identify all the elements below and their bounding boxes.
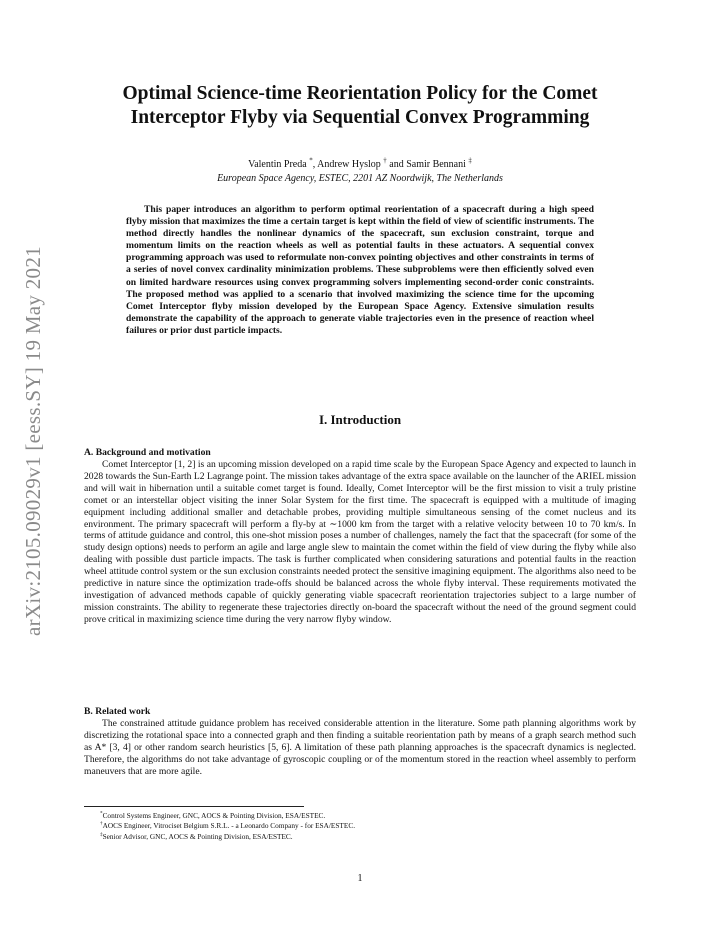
footnote-3-text: Senior Advisor, GNC, AOCS & Pointing Division, ESA/ESTEC. bbox=[102, 831, 293, 841]
footnote-3-mark: ‡ bbox=[100, 831, 103, 838]
page-number: 1 bbox=[357, 873, 363, 884]
affiliation: European Space Agency, ESTEC, 2201 AZ Noordwijk, The Netherlands bbox=[217, 173, 503, 184]
footnote-1-text: Control Systems Engineer, GNC, AOCS & Pointing Division, ESA/ESTEC. bbox=[102, 811, 326, 820]
abstract: This paper introduces an algorithm to perform optimal reorientation of a spacecraft during a high speed flyby mission that maximizes the time a certain target is kept within the field of view of scientific instruments. The method directly handles the nonlinear dynamics of the spacecraft, sun exclusion constraint, torque and momentum limits on the reaction wheels as well as potential faults in these actuators. A sequential convex programming approach was used to reformulate non-convex pointing objectives and other constraints in terms of a series of novel convex cardinality minimization problems. These subproblems were then efficiently solved even on limited hardware resources using convex programming solvers implementing second-order conic constraints. The proposed method was applied to a scenario that involved maximizing the science time for the upcoming Comet Interceptor flyby mission developed by the European Space Agency. Extensive simulation results demonstrate the capability of the approach to generate viable trajectories even in the presence of reaction wheel failures or prior dust particle impacts. bbox=[126, 204, 594, 336]
footnote-1-mark: * bbox=[100, 810, 103, 817]
footnote-3 bbox=[100, 832, 620, 842]
author-mark-1: * bbox=[309, 156, 313, 165]
author-mark-2: † bbox=[383, 156, 387, 165]
footnote-2-text: AOCS Engineer, Vitrociset Belgium S.R.L. - a Leonardo Company - for ESA/ESTEC. bbox=[102, 821, 356, 831]
footnote-1 bbox=[100, 811, 620, 821]
author-mark-3: ‡ bbox=[468, 156, 472, 165]
paragraph-related-work: The constrained attitude guidance problem has received considerable attention in the literature. Some path planning algorithms work by discretizing the rotational space into a connected graph and then finding a suitable reorientation path by means of a graph search method such as A* [3, 4] or other random search heuristics [5, 6]. A limitation of these path planning approaches is the spacecraft dynamics is neglected. Therefore, the algorithms do not take advantage of gyroscopic coupling or of the momentum stored in the reaction wheel assembly to perform maneuvers that are more agile. bbox=[84, 718, 636, 777]
footnote-separator bbox=[84, 806, 304, 807]
section-heading-introduction: I. Introduction bbox=[318, 412, 402, 427]
footnote-2-mark: † bbox=[100, 820, 103, 827]
paper-title bbox=[84, 82, 636, 130]
author-hyslop: , Andrew Hyslop bbox=[312, 159, 384, 170]
paper-title-line-1: Optimal Science-time Reorientation Policy for the Comet bbox=[122, 83, 598, 104]
footnotes bbox=[100, 811, 620, 842]
author-bennani: and Samir Bennani bbox=[386, 159, 469, 170]
subsection-heading-background: A. Background and motivation bbox=[84, 447, 211, 458]
subsection-heading-related-work: B. Related work bbox=[84, 706, 151, 717]
footnote-2 bbox=[100, 821, 620, 831]
author-preda: Valentin Preda bbox=[248, 159, 310, 170]
author-list bbox=[84, 158, 636, 171]
paper-title-line-2: Interceptor Flyby via Sequential Convex Programming bbox=[130, 107, 590, 128]
arxiv-identifier-stamp: arXiv:2105.09029v1 [eess.SY] 19 May 2021 bbox=[21, 246, 45, 636]
paragraph-background: Comet Interceptor [1, 2] is an upcoming mission developed on a rapid time scale by the European Space Agency and expected to launch in 2028 towards the Sun-Earth L2 Lagrange point. The mission takes advantage of the extra space available on the launcher of the ARIEL mission and will wait in hibernation until a suitable comet target is found. Ideally, Comet Interceptor will be the first mission to visit a truly pristine comet or an interstellar object visiting the inner Solar System for the first time. The spacecraft is equipped with a multitude of imaging equipment including additional smaller and detachable probes, providing multiple simultaneous sensing of the comet nucleus and its environment. The primary spacecraft will perform a fly-by at ∼1000 km from the target with a relative velocity between 10 to 70 km/s. In terms of attitude guidance and control, this one-shot mission poses a number of challenges, namely the fact that the spacecraft (for some of the study design options) needs to perform an agile and large angle slew to maintain the comet within the field of view during the flyby while also dealing with possible dust particle impacts. The task is further complicated when considering saturations and potential faults in the reaction wheel attitude control system or the sun exclusion constraints needed protect the sensitive imagining equipment. The algorithms also need to be predictive in nature since the optimization trade-offs should be balanced across the whole flyby interval. These requirements motivated the investigation of advanced methods capable of quickly generating viable spacecraft reorientation trajectories subject to a large number of mission constraints. The ability to regenerate these trajectories directly on-board the spacecraft without the need of the ground segment could prove critical in maximizing science time during the very narrow flyby window. bbox=[84, 459, 636, 625]
